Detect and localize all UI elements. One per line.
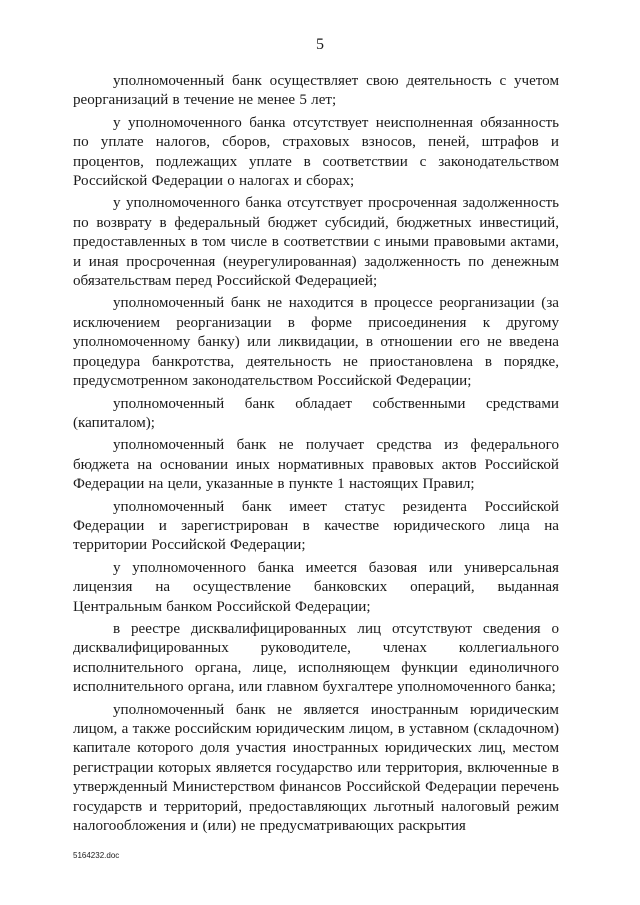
paragraph: уполномоченный банк не является иностранным юридическим лицом, а также российским юридическим лицом, в уставном (складочном) капитале которого доля участия иностранных юридических лиц, местом регистрации которых является государство или территория, включенные в утвержденный Министерством финансов Российской Федерации перечень государств и территорий, предоставляющих льготный налоговый режим налогообложения и (или) не предусматривающих раскрытия bbox=[73, 701, 559, 835]
paragraph: уполномоченный банк обладает собственными средствами (капиталом); bbox=[73, 395, 559, 431]
page-number: 5 bbox=[316, 36, 324, 53]
paragraph: в реестре дисквалифицированных лиц отсутствуют сведения о дисквалифицированных руководителе, членах коллегиального исполнительного органа, лице, исполняющем функции единоличного исполнительного органа, или главном бухгалтере уполномоченного банка; bbox=[73, 620, 559, 696]
document-id-footer: 5164232.doc bbox=[73, 851, 120, 860]
paragraph: у уполномоченного банка имеется базовая или универсальная лицензия на осуществление банковских операций, выданная Центральным банком Российской Федерации; bbox=[73, 559, 559, 615]
paragraph: уполномоченный банк не получает средства из федерального бюджета на основании иных нормативных правовых актов Российской Федерации на цели, указанные в пункте 1 настоящих Правил; bbox=[73, 437, 559, 493]
paragraph: уполномоченный банк не находится в процессе реорганизации (за исключением реорганизации в форме присоединения к другому уполномоченному банку) или ликвидации, в отношении его не введена процедура банкротства, деятельность не приостановлена в порядке, предусмотренном законодательством Российской Федерации; bbox=[73, 295, 559, 390]
paragraph: уполномоченный банк осуществляет свою деятельность с учетом реорганизаций в течение не менее 5 лет; bbox=[73, 73, 559, 109]
paragraph: у уполномоченного банка отсутствует просроченная задолженность по возврату в федеральный бюджет субсидий, бюджетных инвестиций, предоставленных в том числе в соответствии с иными правовыми актами, и иная просроченная (неурегулированная) задолженность по денежным обязательствам перед Российской Федерацией; bbox=[73, 195, 559, 290]
document-body bbox=[73, 72, 559, 836]
paragraph: уполномоченный банк имеет статус резидента Российской Федерации и зарегистрирован в качестве юридического лица на территории Российской Федерации; bbox=[73, 498, 559, 554]
paragraph: у уполномоченного банка отсутствует неисполненная обязанность по уплате налогов, сборов, страховых взносов, пеней, штрафов и процентов, подлежащих уплате в соответствии с законодательством Российской Федерации о налогах и сборах; bbox=[73, 114, 559, 190]
